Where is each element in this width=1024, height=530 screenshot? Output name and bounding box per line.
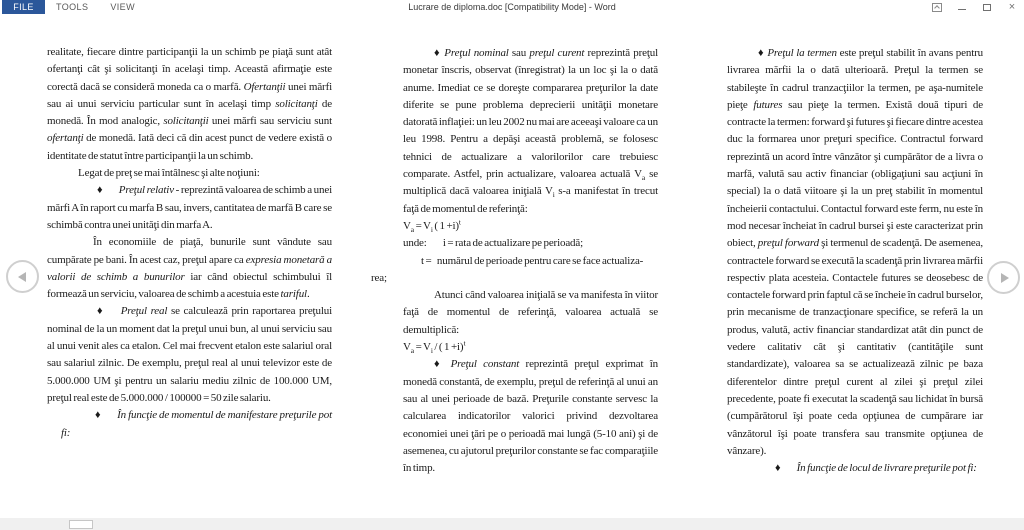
next-page-button[interactable] <box>987 261 1020 294</box>
paragraph: ♦ Preţul real se calculează prin raportarea preţului nominal de la un moment dat la preţul unui bun, al unui serviciu sau al unui venit ales ca etalon. Cel mai frecvent etalon este salariul oral sau salariul zilnic. De exemplu, preţul real al unui televizor este de 5.000.000 UM şi pentru un salariu mediu zilnic de 100.000 UM, preţul real este de 5.000.000 / 100000 = 50 zile salariu. <box>47 305 332 404</box>
paragraph: Legat de preţ se mai întâlnesc şi alte noţiuni: <box>78 167 260 180</box>
paragraph: ♦ Preţul relativ - reprezintă valoarea de schimb a unei mărfi A în raport cu marfa B sau, invers, cantitatea de marfă B care se schimbă contra unei unităţi din marfa A. <box>47 184 332 231</box>
paragraph: t = numărul de perioade pentru care se face actualiza- rea; <box>371 254 644 284</box>
paragraph: ♦ Preţul constant reprezintă preţul exprimat în monedă constantă, de exemplu, preţul de referinţă al unui an sau al unei perioade de bază. Preţurile constante servesc la calcularea indicatorilor valorici privind dezvoltarea economiei unei ţări pe o perioadă mai lungă (5-10 ani) şi de asemenea, cu ajutorul preţurilor constante se fac comparaţiile în timp. <box>403 358 658 475</box>
paragraph: ♦ Preţul nominal sau preţul curent reprezintă preţul monetar înscris, observat (înregistrat) la un loc şi la o dată anume. Imediat ce se doreşte compararea preţurilor la date diferite se pune problema deprecierii unităţii monetare datorată inflaţiei: un leu 2002 nu mai are aceeaşi valoare ca un leu 1998. Pentru a depăşi această problemă, se folosesc tehnici de actualizare a valorilorilor care trebuiesc comparate. Astfel, prin actualizare, valoarea actuală $V_a$ se multiplică dacă valoarea iniţială $V_i$ s-a manifestat în trecut faţă de momentul de referinţă: <box>403 47 658 215</box>
reader-column <box>47 44 332 442</box>
paragraph: $V_a = V_i$ ( 1 +i)$^t$ <box>403 217 461 235</box>
paragraph: unde: i = rata de actualizare pe perioadă; <box>403 237 584 250</box>
reader-column <box>371 45 658 477</box>
paragraph: $V_a = V_i$ / ( 1 +i)$^t$ <box>403 338 466 356</box>
minimize-button[interactable] <box>956 0 968 14</box>
minimize-icon <box>958 9 966 10</box>
paragraph: realitate, fiecare dintre participanţii la un schimb pe piaţă sunt atât ofertanţi cât şi solicitanţi în acelaşi timp. Această afirmaţie este corectă dacă se consideră moneda ca o marfă. Ofertanţii unei mărfi sau ai unui serviciu particular sunt în acelaşi timp solicitanţi de monedă. În mod analogic, solicitanţii unei mărfi sau serviciu sunt ofertanţi de monedă. Iată deci că din acest punct de vedere există o identitate de statut între participanţii la un schimb. <box>47 46 332 162</box>
reader-column <box>727 45 983 477</box>
close-button[interactable] <box>1006 0 1018 14</box>
restore-icon <box>983 4 991 11</box>
document-read-area <box>0 14 1024 518</box>
paragraph: ♦ Preţul la termen este preţul stabilit în avans pentru livrarea mărfii la o dată ulterioară. Preţul la termen se stabileşte în cadrul tranzacţiilor la termen, pe aşa-numitele pieţe futures sau pieţe la termen. Există două tipuri de contracte la termen: forward şi futures şi fiecare dintre acestea duc la formarea unor preţuri specifice. Contractul forward reprezintă un acord între vânzător şi cumpărător de a livra o marfă, valută sau activ financiar (obligaţiuni sau acţiuni în special) la o dată viitoare şi la un preţ stabilit în momentul încheierii contactului. Contactul forward este ferm, nu este în mod necesar încheiat în cadrul bursei şi este caracterizat prin obiect, preţul forward şi termenul de scadenţă. De asemenea, contractele forward se execută la scadenţă prin livrarea mărfii respectiv plata acesteia. Contactele futures se deosebesc de contactele forward prin faptul că se încheie în cadrul burselor, prin mecanisme de tranzacţionare specifice, se referă la un produs, valută, activ financiar standardizat atât din punct de vedere calitativ cât şi cantitativ (cantităţile sunt standardizate), valoarea sa se actualizează zilnic pe baza diferentelor dintre preţul curent al zilei şi preţul zilei precedente, poate fi executat la scadenţă sau lichidat în bursă (cumpărătorul îşi poate ceda opţiunea de cumpărare iar vânzătorul îşi poate transfera sau transmite opţiunea de vânzare). <box>727 47 983 457</box>
paragraph: Atunci când valoarea iniţială se va manifesta în viitor faţă de momentul de referinţă, valoarea actuală se demultiplică: <box>403 289 658 336</box>
file-menu-button[interactable]: FILE <box>2 0 45 14</box>
paragraph: ♦ În funcţie de momentul de manifestare preţurile pot fi: <box>61 409 332 439</box>
window-title: Lucrare de diploma.doc [Compatibility Mode] - Word <box>408 2 616 12</box>
titlebar <box>0 0 1024 14</box>
paragraph: ♦ În funcţie de locul de livrare preţurile pot fi: <box>775 462 977 475</box>
horizontal-scrollbar-thumb[interactable] <box>69 520 93 529</box>
previous-page-icon <box>18 272 26 282</box>
paragraph: În economiile de piaţă, bunurile sunt vândute sau cumpărate pe bani. În acest caz, preţul apare ca expresia monetară a valorii de schimb a bunurilor iar când obiectul schimbului îl formează un serviciu, valoarea de schimb a acestuia este tariful. <box>47 236 333 301</box>
tools-menu-button[interactable]: TOOLS <box>56 2 89 12</box>
restore-button[interactable] <box>981 0 993 14</box>
next-page-icon <box>1001 273 1009 283</box>
menu-bar <box>0 0 146 14</box>
view-menu-button[interactable]: VIEW <box>110 2 135 12</box>
previous-page-button[interactable] <box>6 260 39 293</box>
close-icon: × <box>1008 1 1016 13</box>
horizontal-scrollbar[interactable] <box>0 518 1024 530</box>
ribbon-display-options-icon <box>932 3 942 12</box>
window-controls <box>931 0 1018 14</box>
ribbon-display-options-button[interactable] <box>931 0 943 14</box>
